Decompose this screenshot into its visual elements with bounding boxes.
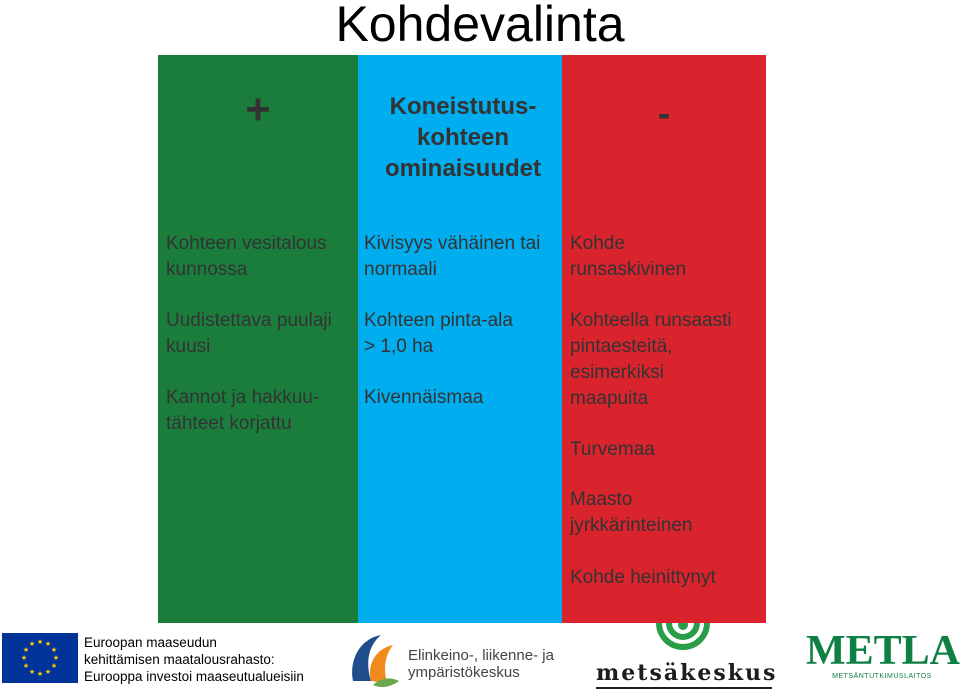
- property-item: Kohteen pinta-ala > 1,0 ha: [364, 310, 513, 357]
- column-heading: Koneistutus- kohteen ominaisuudet: [384, 93, 541, 182]
- positive-item: Uudistettava puulaji kuusi: [166, 310, 332, 357]
- eu-text-line: kehittämisen maatalousrahasto:: [84, 652, 275, 667]
- ely-text-line: Elinkeino-, liikenne- ja: [408, 647, 554, 664]
- negative-item: Maasto jyrkkärinteinen: [570, 489, 693, 536]
- svg-text:★: ★: [22, 646, 30, 654]
- footer-logos: [0, 623, 960, 695]
- metla-logo-text: METLA: [806, 628, 960, 674]
- negative-item: Kohde heinittynyt: [570, 567, 716, 588]
- comparison-table: [158, 55, 766, 623]
- metla-subtitle: METSÄNTUTKIMUSLAITOS: [832, 673, 932, 680]
- minus-sign: -: [657, 93, 671, 135]
- svg-text:★: ★: [44, 640, 52, 648]
- eu-fund-text: [84, 634, 304, 685]
- properties-column: [358, 55, 562, 623]
- eu-flag-icon: [2, 633, 78, 683]
- page-title: Kohdevalinta: [335, 0, 625, 52]
- property-item: Kivisyys vähäinen tai normaali: [364, 233, 541, 280]
- metsakeskus-logo-text: metsäkeskus: [596, 660, 778, 686]
- negative-item: Kohteella runsaasti pintaesteitä, esimerkiksi maapuita: [570, 310, 732, 409]
- plus-sign: +: [245, 85, 271, 134]
- svg-text:★: ★: [28, 640, 36, 648]
- metsakeskus-underline: [596, 687, 772, 689]
- eu-text-line: Euroopan maaseudun: [84, 635, 217, 650]
- svg-text:★: ★: [50, 662, 58, 670]
- ely-text: [408, 647, 554, 681]
- svg-text:★: ★: [28, 668, 36, 676]
- metsakeskus-rings-icon: [655, 623, 711, 659]
- ely-text-line: ympäristökeskus: [408, 664, 520, 681]
- svg-text:★: ★: [36, 670, 44, 678]
- svg-text:★: ★: [50, 646, 58, 654]
- ely-logo-icon: [347, 631, 401, 689]
- negative-column: [562, 55, 766, 623]
- positive-item: Kohteen vesitalous kunnossa: [166, 233, 327, 280]
- positive-column: [158, 55, 358, 623]
- negative-item: Turvemaa: [570, 439, 655, 460]
- negative-item: Kohde runsaskivinen: [570, 233, 687, 280]
- svg-text:★: ★: [22, 662, 30, 670]
- svg-text:★: ★: [52, 654, 60, 662]
- positive-item: Kannot ja hakkuu- tähteet korjattu: [166, 387, 320, 434]
- property-item: Kivennäismaa: [364, 387, 484, 408]
- svg-text:★: ★: [44, 668, 52, 676]
- eu-text-line: Eurooppa investoi maaseutualueisiin: [84, 669, 304, 684]
- svg-text:★: ★: [20, 654, 28, 662]
- svg-text:★: ★: [36, 638, 44, 646]
